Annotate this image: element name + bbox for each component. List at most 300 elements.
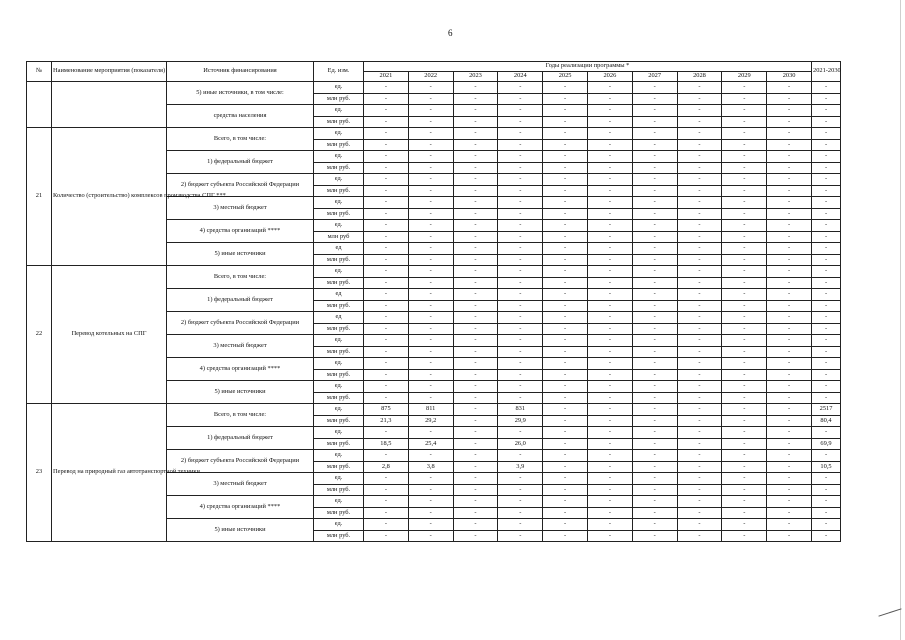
value-cell: - [453,323,498,335]
value-cell: - [677,404,722,416]
value-cell: - [767,197,812,209]
corner-mark [878,608,901,616]
scan-edge [900,0,901,640]
value-cell: - [722,473,767,485]
total-cell: - [812,323,841,335]
value-cell: - [453,312,498,324]
value-cell: - [767,105,812,117]
header-year: 2024 [498,72,543,82]
value-cell: - [722,461,767,473]
value-cell: - [767,450,812,462]
unit-cell: ед. [314,519,364,531]
value-cell: - [677,450,722,462]
value-cell: - [543,530,588,542]
value-cell: - [632,243,677,255]
header-total: 2021-2030 [812,62,841,82]
value-cell: - [408,243,453,255]
value-cell: - [632,323,677,335]
value-cell: - [453,358,498,370]
header-num: № [27,62,52,82]
value-cell: - [722,116,767,128]
value-cell: - [587,243,632,255]
value-cell: - [677,231,722,243]
value-cell: - [498,162,543,174]
value-cell: - [587,461,632,473]
value-cell: - [453,185,498,197]
value-cell: - [498,519,543,531]
value-cell: - [677,174,722,186]
funding-source: 1) федеральный бюджет [167,289,314,312]
value-cell: - [498,116,543,128]
header-year: 2021 [364,72,409,82]
value-cell: - [722,208,767,220]
value-cell: - [587,415,632,427]
total-cell: - [812,93,841,105]
value-cell: - [408,105,453,117]
table-row [27,404,841,416]
value-cell: - [543,415,588,427]
value-cell: - [543,174,588,186]
value-cell: - [677,151,722,163]
value-cell: - [722,369,767,381]
funding-source: 2) бюджет субъекта Российской Федерации [167,174,314,197]
value-cell: - [767,507,812,519]
unit-cell: млн руб. [314,323,364,335]
value-cell: - [722,82,767,94]
value-cell: - [364,266,409,278]
table-row [27,266,841,278]
value-cell: - [543,450,588,462]
value-cell: - [767,461,812,473]
total-cell: - [812,197,841,209]
value-cell: - [722,450,767,462]
value-cell: - [453,220,498,232]
value-cell: - [587,484,632,496]
unit-cell: ед. [314,427,364,439]
value-cell: - [677,484,722,496]
value-cell: - [632,415,677,427]
unit-cell: млн руб. [314,300,364,312]
value-cell: 3,9 [498,461,543,473]
value-cell: - [767,473,812,485]
value-cell: - [587,266,632,278]
value-cell: - [453,496,498,508]
value-cell: - [543,507,588,519]
value-cell: - [453,438,498,450]
value-cell: - [677,381,722,393]
value-cell: - [677,93,722,105]
value-cell: - [677,105,722,117]
header-year: 2025 [543,72,588,82]
value-cell: - [587,369,632,381]
value-cell: - [722,220,767,232]
value-cell: - [543,243,588,255]
value-cell: - [453,519,498,531]
total-cell: - [812,300,841,312]
unit-cell: ед. [314,105,364,117]
total-cell: - [812,496,841,508]
unit-cell: ед [314,289,364,301]
value-cell: - [632,300,677,312]
value-cell: - [364,427,409,439]
total-cell: - [812,128,841,140]
value-cell: - [364,197,409,209]
value-cell: - [453,484,498,496]
value-cell: - [767,162,812,174]
value-cell: - [767,93,812,105]
value-cell: - [632,266,677,278]
value-cell: - [722,105,767,117]
value-cell: - [543,151,588,163]
value-cell: - [587,174,632,186]
total-cell: - [812,369,841,381]
value-cell: - [364,116,409,128]
value-cell: - [408,507,453,519]
value-cell: - [364,93,409,105]
program-table [26,61,841,542]
value-cell: - [408,254,453,266]
unit-cell: млн руб [314,231,364,243]
value-cell: - [767,415,812,427]
value-cell: - [498,139,543,151]
value-cell: - [677,369,722,381]
value-cell: - [543,105,588,117]
value-cell: - [364,312,409,324]
value-cell: - [767,427,812,439]
value-cell: - [498,427,543,439]
value-cell: - [498,254,543,266]
measure-name: Перевод на природный газ автотранспортной техники [52,404,167,542]
value-cell: - [543,323,588,335]
value-cell: - [498,208,543,220]
value-cell: - [767,266,812,278]
value-cell: - [767,323,812,335]
value-cell: - [767,335,812,347]
total-cell: - [812,243,841,255]
value-cell: - [767,392,812,404]
value-cell: - [722,93,767,105]
value-cell: 21,3 [364,415,409,427]
value-cell: 811 [408,404,453,416]
value-cell: - [722,266,767,278]
value-cell: - [767,369,812,381]
value-cell: - [498,82,543,94]
value-cell: - [543,289,588,301]
value-cell: - [498,392,543,404]
value-cell: - [722,128,767,140]
total-cell: - [812,507,841,519]
value-cell: - [767,185,812,197]
header-years-group: Годы реализации программы * [364,62,812,72]
value-cell: - [722,231,767,243]
value-cell: - [632,128,677,140]
value-cell: - [587,346,632,358]
value-cell: - [498,93,543,105]
value-cell: - [543,369,588,381]
value-cell: 29,9 [498,415,543,427]
value-cell: - [632,208,677,220]
total-cell: - [812,450,841,462]
measure-name: Перевод котельных на СПГ [52,266,167,404]
value-cell: - [677,438,722,450]
unit-cell: млн руб. [314,530,364,542]
value-cell: - [677,243,722,255]
value-cell: - [453,82,498,94]
unit-cell: млн руб. [314,507,364,519]
value-cell: - [587,381,632,393]
value-cell: - [587,530,632,542]
value-cell: - [543,208,588,220]
value-cell: - [543,300,588,312]
funding-source: 5) иные источники [167,519,314,542]
value-cell: - [677,415,722,427]
value-cell: - [364,496,409,508]
value-cell: - [498,507,543,519]
header-year: 2028 [677,72,722,82]
value-cell: - [632,381,677,393]
value-cell: - [632,220,677,232]
total-cell: - [812,312,841,324]
value-cell: - [767,220,812,232]
unit-cell: ед. [314,151,364,163]
unit-cell: ед. [314,381,364,393]
value-cell: - [677,392,722,404]
value-cell: - [498,381,543,393]
value-cell: - [408,220,453,232]
value-cell: - [408,93,453,105]
total-cell: - [812,116,841,128]
value-cell: - [408,381,453,393]
value-cell: - [408,208,453,220]
value-cell: - [453,128,498,140]
value-cell: - [632,174,677,186]
header-year: 2029 [722,72,767,82]
value-cell: - [767,346,812,358]
value-cell: - [453,381,498,393]
value-cell: - [543,358,588,370]
value-cell: 2,8 [364,461,409,473]
value-cell: - [364,82,409,94]
header-unit: Ед. изм. [314,62,364,82]
value-cell: - [364,507,409,519]
value-cell: - [767,208,812,220]
value-cell: - [632,404,677,416]
value-cell: - [543,473,588,485]
value-cell: - [364,358,409,370]
value-cell: - [408,197,453,209]
unit-cell: млн руб. [314,93,364,105]
value-cell: - [453,197,498,209]
row-number: 21 [27,128,52,266]
funding-source: 5) иные источники [167,381,314,404]
value-cell: - [767,139,812,151]
value-cell: - [767,404,812,416]
total-cell: - [812,358,841,370]
unit-cell: млн руб. [314,369,364,381]
value-cell: - [632,197,677,209]
value-cell: - [767,174,812,186]
total-cell: - [812,277,841,289]
unit-cell: ед. [314,220,364,232]
value-cell: - [632,438,677,450]
value-cell: - [722,392,767,404]
funding-source: 4) средства организаций **** [167,358,314,381]
value-cell: - [632,162,677,174]
value-cell: - [632,82,677,94]
value-cell: - [722,323,767,335]
value-cell: - [587,254,632,266]
value-cell: - [632,358,677,370]
value-cell: 3,8 [408,461,453,473]
value-cell: - [767,438,812,450]
value-cell: - [453,461,498,473]
unit-cell: ед. [314,197,364,209]
value-cell: - [587,300,632,312]
value-cell: - [543,231,588,243]
value-cell: - [767,358,812,370]
value-cell: - [677,82,722,94]
value-cell: - [453,507,498,519]
value-cell: - [677,289,722,301]
value-cell: - [498,312,543,324]
value-cell: - [498,484,543,496]
value-cell: - [543,381,588,393]
value-cell: - [364,300,409,312]
unit-cell: ед. [314,335,364,347]
table-body [27,82,841,542]
unit-cell: млн руб. [314,254,364,266]
unit-cell: млн руб. [314,415,364,427]
value-cell: - [722,519,767,531]
value-cell: - [408,162,453,174]
value-cell: - [543,197,588,209]
value-cell: - [364,162,409,174]
value-cell: - [408,185,453,197]
value-cell: - [543,82,588,94]
value-cell: - [767,82,812,94]
value-cell: - [677,496,722,508]
value-cell: 831 [498,404,543,416]
value-cell: - [498,450,543,462]
value-cell: - [543,93,588,105]
value-cell: - [587,335,632,347]
value-cell: - [587,105,632,117]
value-cell: - [364,243,409,255]
total-cell: - [812,530,841,542]
row-number: 22 [27,266,52,404]
funding-source: 3) местный бюджет [167,335,314,358]
unit-cell: млн руб. [314,208,364,220]
value-cell: - [364,381,409,393]
value-cell: - [408,277,453,289]
value-cell: - [677,335,722,347]
value-cell: - [587,116,632,128]
value-cell: 18,5 [364,438,409,450]
value-cell: - [587,139,632,151]
value-cell: - [632,231,677,243]
value-cell: - [498,243,543,255]
value-cell: - [722,300,767,312]
value-cell: - [453,139,498,151]
value-cell: - [587,197,632,209]
header-year: 2026 [587,72,632,82]
value-cell: - [364,323,409,335]
unit-cell: млн руб. [314,438,364,450]
value-cell: - [453,300,498,312]
value-cell: - [364,450,409,462]
total-cell: - [812,151,841,163]
value-cell: - [543,128,588,140]
total-cell: - [812,392,841,404]
value-cell: - [722,312,767,324]
value-cell: - [767,231,812,243]
value-cell: - [587,220,632,232]
value-cell: - [677,312,722,324]
value-cell: - [767,381,812,393]
unit-cell: млн руб. [314,116,364,128]
funding-source: 5) иные источники, в том числе: [167,82,314,105]
value-cell: - [543,254,588,266]
value-cell: - [587,277,632,289]
measure-name [52,82,167,128]
value-cell: - [498,369,543,381]
total-cell: 69,9 [812,438,841,450]
value-cell: - [767,254,812,266]
value-cell: - [587,427,632,439]
total-cell: - [812,289,841,301]
value-cell: - [767,530,812,542]
table-row [27,128,841,140]
value-cell: - [677,185,722,197]
value-cell: - [677,507,722,519]
table-row [27,82,841,94]
value-cell: - [498,231,543,243]
value-cell: - [453,427,498,439]
value-cell: - [677,358,722,370]
value-cell: - [498,289,543,301]
value-cell: - [408,519,453,531]
value-cell: - [677,323,722,335]
unit-cell: ед. [314,496,364,508]
value-cell: - [587,312,632,324]
unit-cell: ед. [314,266,364,278]
value-cell: - [498,358,543,370]
value-cell: - [364,484,409,496]
value-cell: - [722,427,767,439]
value-cell: - [543,185,588,197]
value-cell: - [677,266,722,278]
value-cell: - [722,335,767,347]
value-cell: - [364,151,409,163]
value-cell: - [632,484,677,496]
value-cell: - [498,496,543,508]
value-cell: - [498,266,543,278]
unit-cell: ед. [314,128,364,140]
value-cell: - [543,139,588,151]
value-cell: - [677,427,722,439]
value-cell: - [408,392,453,404]
value-cell: - [364,220,409,232]
funding-source: 3) местный бюджет [167,197,314,220]
value-cell: - [543,461,588,473]
value-cell: - [364,185,409,197]
value-cell: - [587,404,632,416]
value-cell: - [453,208,498,220]
value-cell: - [677,300,722,312]
value-cell: - [543,162,588,174]
funding-source: 3) местный бюджет [167,473,314,496]
total-cell: - [812,162,841,174]
